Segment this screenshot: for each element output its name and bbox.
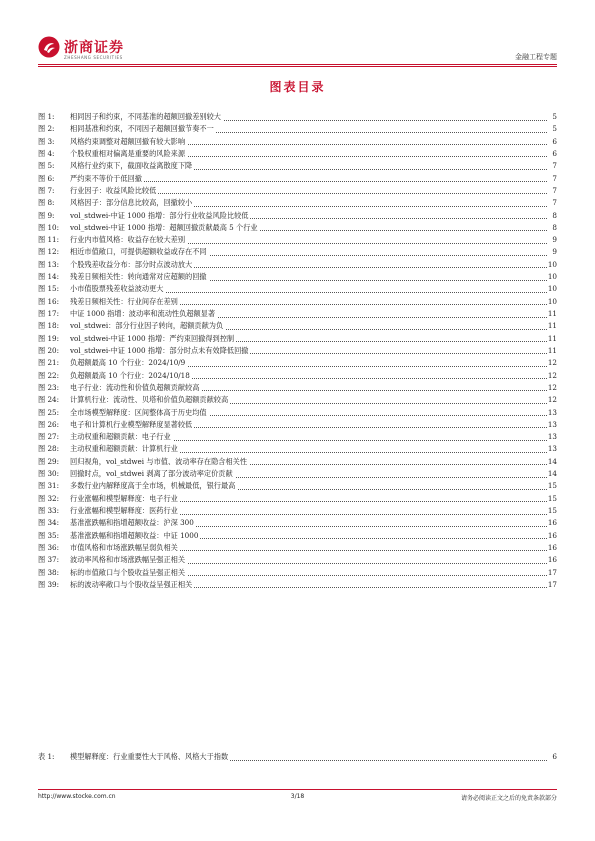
figure-entry-label: 图 14: — [38, 272, 60, 282]
figure-entry-title: vol_stdwei：部分行业因子转向，超额贡献为负 — [70, 320, 225, 332]
figure-entry-page-number: 6 — [547, 136, 557, 148]
figure-entry-page-number: 10 — [547, 259, 557, 271]
figure-entry[interactable] — [38, 357, 557, 369]
figure-entry-page-number: 8 — [547, 210, 557, 222]
figure-entry-label: 图 15: — [38, 284, 60, 294]
figure-entry-label: 图 8: — [38, 198, 55, 208]
figure-entry-label: 图 29: — [38, 456, 60, 466]
header-divider — [38, 64, 557, 65]
figure-entry[interactable] — [38, 382, 557, 394]
figure-entry-page-number: 7 — [547, 197, 557, 209]
figure-entry-page-number: 16 — [547, 554, 557, 566]
figure-entry[interactable] — [38, 345, 557, 357]
figure-entry-label: 图 22: — [38, 370, 60, 380]
figure-entry[interactable] — [38, 136, 557, 148]
table-entry-label: 表 1: — [38, 752, 55, 761]
figure-entry-title: 相同基准和约束，不同因子超额回撤节奏不一 — [70, 123, 216, 135]
footer-website-link[interactable]: http://www.stocke.com.cn — [38, 793, 116, 800]
figure-entry-label: 图 26: — [38, 419, 60, 429]
figure-entry-title: 行业因子：收益风险比较低 — [70, 185, 158, 197]
figure-entry-title: 行业内市值风格：收益存在较大差别 — [70, 234, 187, 246]
figure-entry[interactable] — [38, 185, 557, 197]
figure-entry[interactable] — [38, 505, 557, 517]
figure-entry-title: 负超额最高 10 个行业：2024/10/18 — [70, 370, 192, 382]
figure-entry-page-number: 12 — [547, 382, 557, 394]
figure-entry-page-number: 13 — [547, 407, 557, 419]
figure-entry-label: 图 24: — [38, 395, 60, 405]
figure-entry-label: 图 21: — [38, 358, 60, 368]
figure-entry-page-number: 17 — [547, 567, 557, 579]
figure-entry-page-number: 15 — [547, 493, 557, 505]
figure-entry-title: 风格行业约束下，截面收益离散度下降 — [70, 160, 194, 172]
figure-entry-page-number: 12 — [547, 370, 557, 382]
figure-entry[interactable] — [38, 530, 557, 542]
figure-entry-page-number: 5 — [547, 123, 557, 135]
figure-entry[interactable] — [38, 542, 557, 554]
table-entry-page-number: 6 — [547, 751, 557, 763]
figure-entry-page-number: 9 — [547, 234, 557, 246]
figure-entry[interactable] — [38, 123, 557, 135]
figure-entry-title: 个股残差收益分布：部分时点波动放大 — [70, 259, 194, 271]
zheshang-logo-icon — [38, 36, 60, 58]
figure-entry-label: 图 34: — [38, 518, 60, 528]
figure-entry-page-number: 11 — [547, 333, 557, 345]
figure-entry-label: 图 35: — [38, 530, 60, 540]
figure-entry[interactable] — [38, 173, 557, 185]
figure-entry-page-number: 8 — [547, 222, 557, 234]
figure-entry[interactable] — [38, 160, 557, 172]
figure-entry-label: 图 13: — [38, 259, 60, 269]
figure-entry-title: 市值风格和市场涨跌幅呈弱负相关 — [70, 542, 180, 554]
figure-entry[interactable] — [38, 222, 557, 234]
figure-entry[interactable] — [38, 370, 557, 382]
figure-entry[interactable] — [38, 111, 557, 123]
figure-entry-label: 图 10: — [38, 222, 60, 232]
figure-entry[interactable] — [38, 210, 557, 222]
figure-entry-title: 行业涨幅和模型解释度：医药行业 — [70, 505, 180, 517]
figure-entry[interactable] — [38, 234, 557, 246]
figure-entry-title: 多数行业内解释度高于全市场，机械最低，银行最高 — [70, 480, 237, 492]
page-title: 图表目录 — [269, 80, 326, 94]
figure-entry-title: 基准涨跌幅和指增超额收益：中证 1000 — [70, 530, 200, 542]
footer-divider — [38, 789, 557, 790]
figure-entry[interactable] — [38, 567, 557, 579]
figure-entry-title: 基准涨跌幅和指增超额收益：沪深 300 — [70, 517, 196, 529]
figure-entry-label: 图 5: — [38, 161, 55, 171]
figure-entry-label: 图 37: — [38, 555, 60, 565]
figure-entry-page-number: 10 — [547, 283, 557, 295]
figure-entry[interactable] — [38, 456, 557, 468]
figure-entry-title: 残差日频相关性：行业间存在差别 — [70, 296, 180, 308]
figure-entry-page-number: 17 — [547, 579, 557, 591]
disclaimer-note: 请务必阅读正文之后的免责条款部分 — [460, 795, 557, 802]
figure-entry[interactable] — [38, 480, 557, 492]
company-logo — [38, 36, 148, 66]
figure-entry-title: 主动权重和超额贡献：电子行业 — [70, 431, 173, 443]
figure-entry-title: 波动率风格和市场涨跌幅呈强正相关 — [70, 554, 187, 566]
figure-entry[interactable] — [38, 493, 557, 505]
figure-entry-title: 回归视角，vol_stdwei 与市值、波动率存在隐含相关性 — [70, 456, 249, 468]
figure-entry-label: 图 32: — [38, 493, 60, 503]
figure-entry-page-number: 7 — [547, 185, 557, 197]
figure-entry-title: vol_stdwei-中证 1000 指增：部分行业收益风险比较低 — [70, 210, 250, 222]
figure-entry-label: 图 20: — [38, 345, 60, 355]
figure-entry[interactable] — [38, 283, 557, 295]
table-list — [38, 751, 557, 763]
figure-entry[interactable] — [38, 431, 557, 443]
figure-entry-page-number: 9 — [547, 246, 557, 258]
figure-entry-label: 图 11: — [38, 235, 60, 245]
figure-entry-title: 行业涨幅和模型解释度：电子行业 — [70, 493, 180, 505]
figure-entry-page-number: 10 — [547, 296, 557, 308]
figure-entry[interactable] — [38, 197, 557, 209]
figure-entry-label: 图 3: — [38, 136, 55, 146]
figure-entry-title: vol_stdwei-中证 1000 指增：超额回撤贡献最高 5 个行业 — [70, 222, 260, 234]
figure-entry-page-number: 5 — [547, 111, 557, 123]
figure-entry-label: 图 9: — [38, 210, 55, 220]
figure-entry[interactable] — [38, 320, 557, 332]
figure-entry-page-number: 11 — [547, 320, 557, 332]
figure-entry-title: 主动权重和超额贡献：计算机行业 — [70, 443, 180, 455]
page-header — [0, 0, 595, 70]
figure-entry-page-number: 12 — [547, 394, 557, 406]
figure-entry-title: 计算机行业：流动性、贝塔和价值负超额贡献较高 — [70, 394, 230, 406]
figure-entry[interactable] — [38, 554, 557, 566]
figure-entry-label: 图 7: — [38, 185, 55, 195]
figure-entry[interactable] — [38, 443, 557, 455]
figure-entry-label: 图 25: — [38, 407, 60, 417]
figure-entry-label: 图 19: — [38, 333, 60, 343]
figure-entry-label: 图 38: — [38, 567, 60, 577]
figure-entry-label: 图 12: — [38, 247, 60, 257]
figure-entry-title: vol_stdwei-中证 1000 指增：严约束回撤得到控制 — [70, 333, 236, 345]
figure-entry-title: 标的波动率敞口与个股收益呈强正相关 — [70, 579, 194, 591]
figure-entry[interactable] — [38, 148, 557, 160]
figure-entry-title: 负超额最高 10 个行业：2024/10/9 — [70, 357, 187, 369]
page-number: 3/18 — [290, 793, 305, 800]
figure-entry-page-number: 15 — [547, 505, 557, 517]
figure-entry[interactable] — [38, 259, 557, 271]
figure-entry-page-number: 14 — [547, 468, 557, 480]
figure-entry-page-number: 10 — [547, 271, 557, 283]
figure-entry-label: 图 36: — [38, 542, 60, 552]
figure-entry-title: 严约束不等价于低回撤 — [70, 173, 144, 185]
figure-entry-page-number: 14 — [547, 456, 557, 468]
figure-entry-label: 图 17: — [38, 309, 60, 318]
figure-entry-page-number: 16 — [547, 517, 557, 529]
figure-entry-page-number: 12 — [547, 357, 557, 369]
figure-entry-label: 图 30: — [38, 469, 60, 479]
figure-entry[interactable] — [38, 296, 557, 308]
header-divider-thin — [38, 66, 557, 67]
figure-entry-title: 电子行业：流动性和价值负超额贡献较高 — [70, 382, 201, 394]
figure-entry-page-number: 7 — [547, 160, 557, 172]
table-entry-title: 模型解释度：行业重要性大于风格、风格大于指数 — [70, 751, 230, 763]
figure-entry-page-number: 15 — [547, 480, 557, 492]
figure-entry-label: 图 39: — [38, 579, 60, 589]
figure-entry[interactable] — [38, 579, 557, 591]
figure-entry-title: vol_stdwei-中证 1000 指增：部分时点未有效降低回撤 — [70, 345, 250, 357]
figure-list — [38, 111, 557, 591]
figure-entry-title: 电子和计算机行业模型解释度显著较低 — [70, 419, 194, 431]
figure-entry[interactable] — [38, 517, 557, 529]
figure-entry-title: 风格因子：部分信息比较高，回撤较小 — [70, 197, 194, 209]
figure-entry-page-number: 16 — [547, 542, 557, 554]
figure-entry[interactable] — [38, 419, 557, 431]
figure-entry[interactable] — [38, 394, 557, 406]
figure-entry-title: 小市值股票残差收益波动更大 — [70, 283, 165, 295]
figure-entry-page-number: 11 — [547, 308, 557, 320]
figure-entry-label: 图 4: — [38, 148, 55, 158]
figure-entry-title: 残差日频相关性：转向通常对应超额的回撤 — [70, 271, 209, 283]
report-section: 金融工程专题 — [515, 53, 557, 61]
figure-entry-label: 图 31: — [38, 481, 60, 491]
figure-entry-title: 个股权重相对偏离是重要的风险来源 — [70, 148, 187, 160]
figure-entry[interactable] — [38, 271, 557, 283]
figure-entry-label: 图 23: — [38, 382, 60, 392]
figure-entry-label: 图 33: — [38, 506, 60, 515]
figure-entry-page-number: 13 — [547, 443, 557, 455]
figure-entry-label: 图 2: — [38, 124, 55, 134]
figure-entry-label: 图 27: — [38, 432, 60, 442]
figure-entry-page-number: 7 — [547, 173, 557, 185]
figure-entry-label: 图 28: — [38, 444, 60, 454]
figure-entry-label: 图 6: — [38, 173, 55, 183]
figure-entry-title: 风格约束调整对超额回撤有较大影响 — [70, 136, 187, 148]
figure-entry-label: 图 1: — [38, 112, 55, 121]
figure-entry-title: 相近市值敞口，可提供超额收益或存在不同 — [70, 246, 209, 258]
figure-entry-title: 全市场模型解释度：区间整体高于历史均值 — [70, 407, 209, 419]
table-entry[interactable] — [38, 751, 557, 763]
figure-entry[interactable] — [38, 308, 557, 320]
figure-entry-title: 相同因子和约束，不同基准的超额回撤差别较大 — [70, 111, 223, 123]
figure-entry-page-number: 16 — [547, 530, 557, 542]
logo-subtitle: ZHESHANG SECURITIES — [64, 55, 123, 60]
figure-entry-title: 中证 1000 指增：波动率和流动性负超额显著 — [70, 308, 217, 320]
figure-entry-label: 图 18: — [38, 321, 60, 331]
figure-entry-label: 图 16: — [38, 296, 60, 306]
figure-entry-page-number: 11 — [547, 345, 557, 357]
figure-entry-page-number: 13 — [547, 419, 557, 431]
logo-name: 浙商证券 — [64, 40, 124, 56]
figure-entry[interactable] — [38, 333, 557, 345]
figure-entry-page-number: 6 — [547, 148, 557, 160]
figure-entry-title: 标的市值敞口与个股收益呈强正相关 — [70, 567, 187, 579]
figure-entry-title: 回撤时点，vol_stdwei 剥离了部分波动率定价贡献 — [70, 468, 235, 480]
figure-entry[interactable] — [38, 468, 557, 480]
figure-entry-page-number: 13 — [547, 431, 557, 443]
figure-entry[interactable] — [38, 407, 557, 419]
figure-entry[interactable] — [38, 246, 557, 258]
